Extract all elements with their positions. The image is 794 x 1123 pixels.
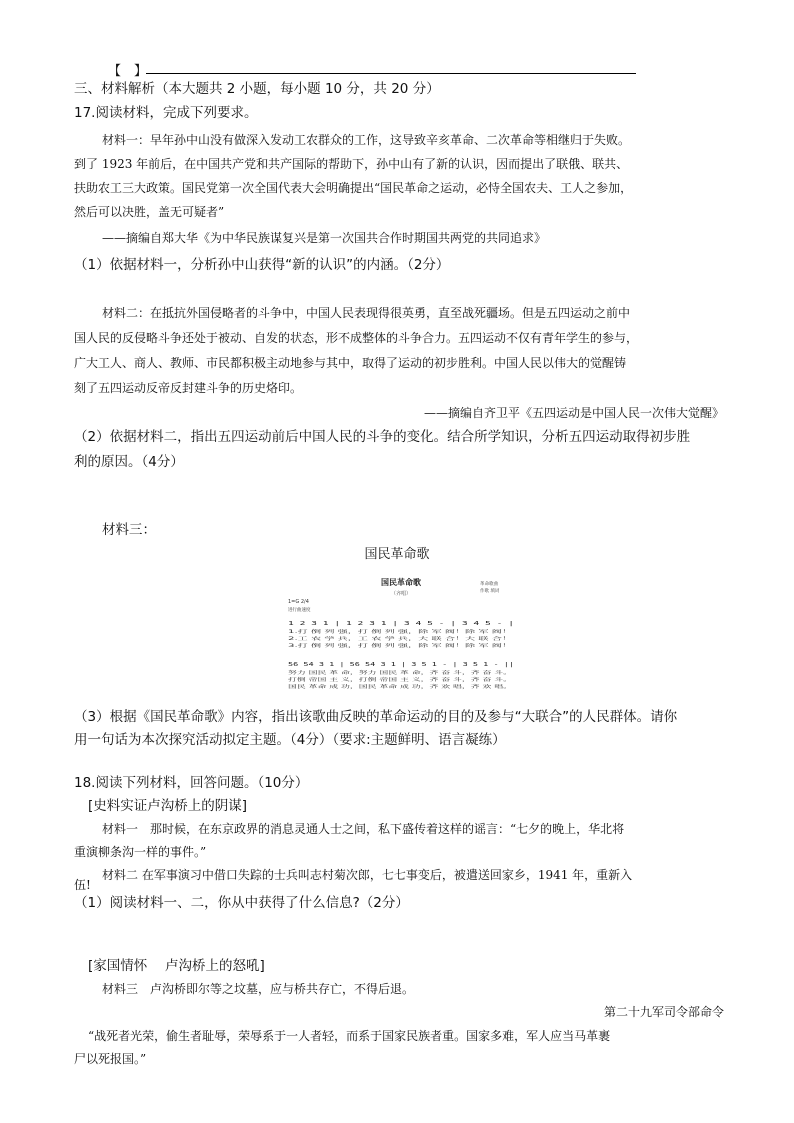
material-18-quote: “战死者光荣，偷生者耻辱，荣辱系于一人者轻，而系于国家民族者重。国家多难，军人应当马革裹 [88,1029,611,1043]
material-18-2-line: 伍! [74,878,91,892]
question-17-title: 17.阅读材料，完成下列要求。 [74,105,258,121]
question-17-2: 利的原因。（4分） [74,454,184,470]
song-score [284,573,518,697]
question-17-1: （1）依据材料一，分析孙中山获得“新的认识”的内涵。（2分） [74,257,450,273]
question-18-title: 18.阅读下列材料，回答问题。（10分） [74,775,309,791]
score-lyric: 1.打 倒 列 强，打 倒 列 强，除 军 阀！除 军 阀！ [288,630,390,635]
material-2-line: 广大工人、商人、教师、市民都积极主动地参与其中，取得了运动的初步胜利。中国人民以伟大的觉醒铸 [74,356,627,370]
material-1-line: 材料一：早年孙中山没有做深入发动工农群众的工作，这导致辛亥革命、二次革命等相继归于失败。 [102,133,631,147]
score-credit: 革命歌曲 [480,582,498,587]
material-3-label: 材料三： [102,522,156,538]
song-title: 国民革命歌 [364,547,430,562]
material-2-source: ——摘编自齐卫平《五四运动是中国人民一次伟大觉醒》 [423,406,724,420]
material-2-line: 材料二：在抵抗外国侵略者的斗争中，中国人民表现得很英勇，直至战死疆场。但是五四运动之前中 [102,306,631,320]
score-tempo: 进行曲速度 [288,608,311,613]
question-18-subheading: [史料实证卢沟桥上的阴谋] [88,798,248,814]
question-17-3: （3）根据《国民革命歌》内容，指出该歌曲反映的革命运动的目的及参与“大联合”的人民群体。请你 [74,709,678,725]
material-2-line: 国人民的反侵略斗争还处于被动、自发的状态，形不成整体的斗争合力。五四运动不仅有青年学生的参与， [74,331,639,345]
score-lyric: 2.工 农 学 兵，工 农 学 兵，大 联 合！大 联 合！ [288,637,390,642]
material-18-1-line: 重演柳条沟一样的事件。” [74,845,207,859]
answer-underline [146,73,636,74]
material-1-source: ——摘编自郑大华《为中华民族谋复兴是第一次国共合作时期国共两党的共同追求》 [102,231,547,245]
score-notes: 1 2 3 1 | 1 2 3 1 | 3 4 5 - | 3 4 5 - | [288,621,514,627]
material-18-3-source: 第二十九军司令部命令 [603,1005,724,1019]
material-18-1-line: 材料一 那时候，在东京政界的消息灵通人士之间，私下盛传着这样的谣言：“七夕的晚上，华北将 [102,822,625,836]
material-1-line: 扶助农工三大政策。国民党第一次全国代表大会明确提出“国民革命之运动，必恃全国农夫、工人之参加， [74,181,633,195]
question-18-1: （1）阅读材料一、二，你从中获得了什么信息?（2分） [74,895,409,911]
question-17-3: 用一句话为本次探究活动拟定主题。（4分）（要求:主题鲜明、语言凝练） [74,732,506,748]
material-1-line: 然后可以决胜，盖无可疑者” [74,205,225,219]
score-key: 1=G 2/4 [288,599,309,605]
score-lyric: 努力 国民 革 命，努力 国民 革 命，齐 奋 斗，齐 奋 斗。 [288,671,404,676]
material-18-3: 材料三 卢沟桥即尔等之坟墓，应与桥共存亡，不得后退。 [102,982,415,996]
score-lyric: 国民 革命 成 功，国民 革命 成 功，齐 欢 唱，齐 欢 唱。 [288,685,404,690]
score-notes: 56 54 3 1 | 56 54 3 1 | 3 5 1 - | 3 5 1 - || [288,662,514,668]
score-credit: 作歌 填词 [480,589,500,594]
score-title: 国民革命歌 [381,578,421,587]
score-lyric: 打倒 帝国 主 义，打倒 帝国 主 义，齐 奋 斗，齐 奋 斗。 [288,678,404,683]
song-score-image [284,573,518,697]
material-18-quote: 尸以死报国。” [74,1052,147,1066]
section-3-heading: 三、材料解析（本大题共 2 小题，每小题 10 分，共 20 分） [74,81,440,97]
material-18-2-line: 材料二 在军事演习中借口失踪的士兵叫志村菊次郎，七七事变后，被遣送回家乡，1941 年，重新入 [102,868,633,882]
answer-bracket: 【 】 [108,64,148,79]
material-2-line: 刻了五四运动反帝反封建斗争的历史烙印。 [74,381,303,395]
question-17-2: （2）依据材料二，指出五四运动前后中国人民的斗争的变化。结合所学知识，分析五四运动取得初步胜 [74,429,691,445]
question-18-subheading: [家国情怀 卢沟桥上的怒吼] [88,958,265,974]
score-lyric: 3.打 倒 列 强，打 倒 列 强，除 军 阀！除 军 阀！ [288,644,390,649]
score-subtitle: （齐唱） [390,591,412,597]
material-1-line: 到了 1923 年前后，在中国共产党和共产国际的帮助下，孙中山有了新的认识，因而提出了联俄、联共、 [74,157,629,171]
